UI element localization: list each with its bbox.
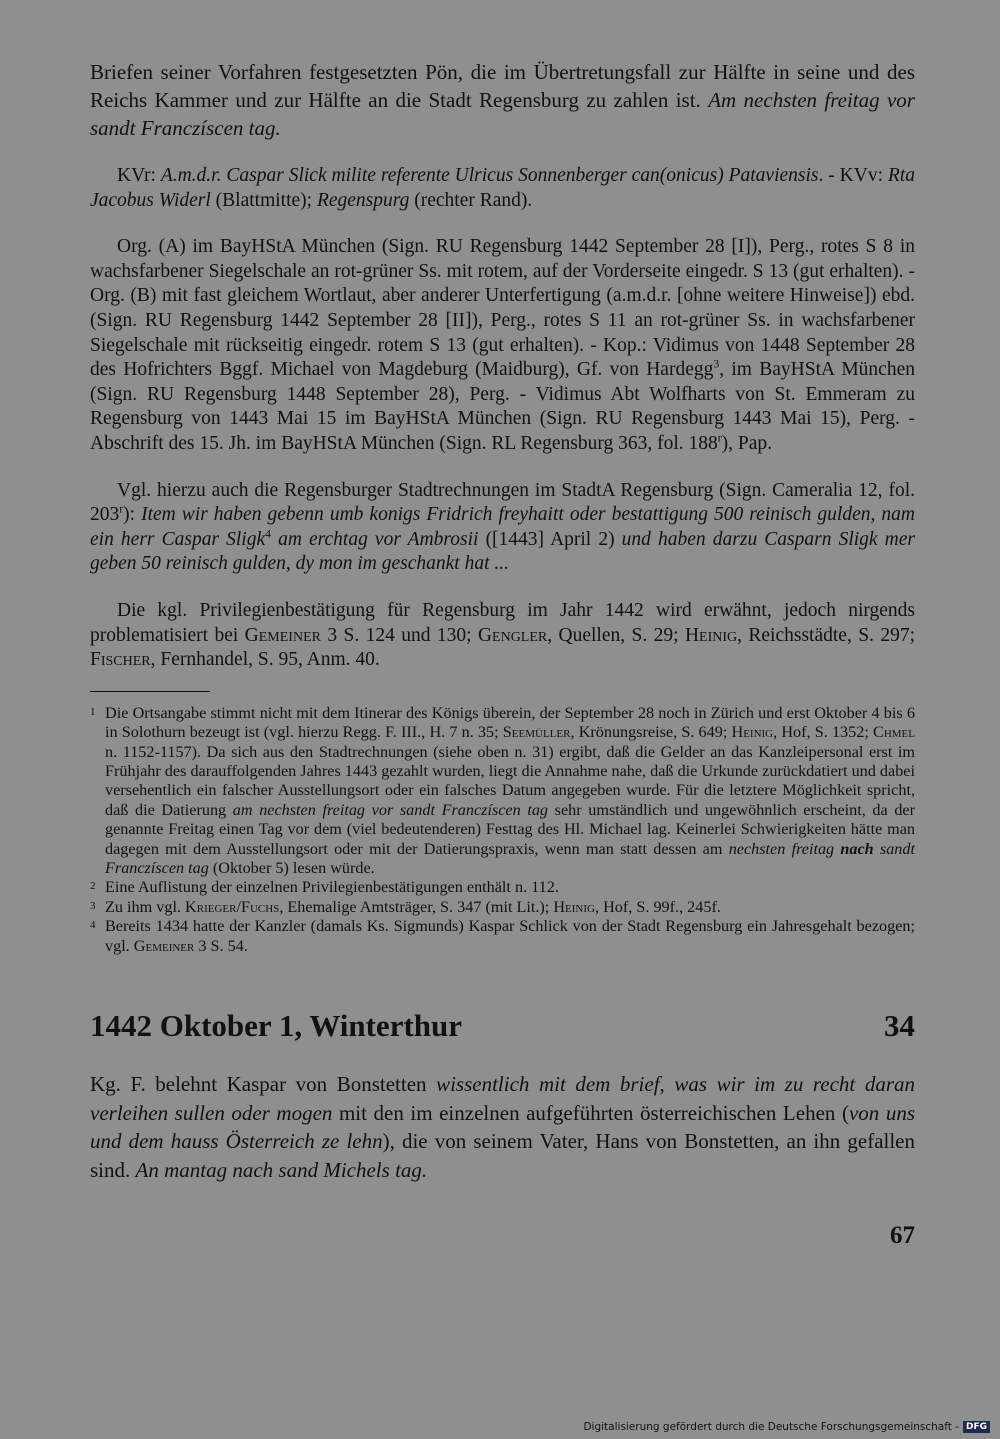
footnote-number: 1	[90, 705, 96, 718]
intro-text: Briefen seiner Vorfahren festgesetzten Pön, die im Übertretungsfall zur Hälfte in seine und des Reichs Kammer und zur Hälfte an die Stadt Regensburg zu zahlen ist.	[90, 60, 915, 112]
dfg-logo: DFG	[963, 1421, 990, 1433]
kvr-paragraph: KVr: A.m.d.r. Caspar Slick milite referente Ulricus Sonnenberger can(onicus) Pataviensis. - KVv: Rta Jacobus Widerl (Blattmitte); Regenspurg (rechter Rand).	[90, 165, 916, 211]
footnote-1: 1 Die Ortsangabe stimmt nicht mit dem Itinerar des Königs überein, der September 28 noch in Zürich und erst Oktober 4 bis 6 in Solothurn bezeugt ist (vgl. hierzu Regg. F. III., H. 7 n. 35; Seemüller, Krönungsreise, S. 649; Heinig, Hof, S. 1352; Chmel n. 1152-1157). Da sich aus den Stadtrechnungen (siehe oben n. 31) ergibt, daß die Gelder an das Kanzleipersonal erst im Frühjahr des darauffolgenden Jahres 1443 gezahlt wurden, liegt die Annahme nahe, daß die Urkunde zurückdatiert und dabei versehentlich ein falscher Ausstellungsort oder ein falsches Datum angegeben wurde. Für die letztere Möglichkeit spricht, daß die Datierung am nechsten freitag vor sandt Franczíscen tag sehr umständlich und ungewöhnlich erscheint, da der genannte Freitag einen Tag vor dem (viel bedeutenderen) Festtag des Hl. Michael lag. Keinerlei Schwierigkeiten hätte man dagegen mit dem Ausstellungsort oder mit der Datierungspraxis, wenn man statt dessen am nechsten freitag nach sandt Franczíscen tag (Oktober 5) lesen würde.	[90, 703, 915, 877]
intro-date-italic: Am nechsten freitag vor sandt Franczíscen tag.	[90, 88, 915, 140]
original-paragraph: Org. (A) im BayHStA München (Sign. RU Regensburg 1442 September 28 [I]), Perg., rotes S 8 in wachsfarbener Siegelschale an rot-grüner Ss. mit rotem, auf der Vorderseite eingedr. S 13 (gut erhalten). - Org. (B) mit fast gleichem Wortlaut, aber anderer Unterfertigung (a.m.d.r. [ohne weitere Hinweise]) ebd. (Sign. RU Regensburg 1442 September 28 [II]), Perg., rotes S 11 an rot-grüner Ss. in wachsfarbener Siegelschale mit rückseitig eingedr. rotem S 13 (gut erhalten). - Kop.: Vidimus von 1448 September 28 des Hofrichters Bggf. Michael von Magdeburg (Maidburg), Gf. von Hardegg$^3$, im BayHStA München (Sign. RU Regensburg 1448 September 28), Perg. - Vidimus Abt Wolfharts von St. Emmeram zu Regensburg von 1443 Mai 15 im BayHStA München (Sign. RU Regensburg 1443 Mai 15), Perg. - Abschrift des 15. Jh. im BayHStA München (Sign. RL Regensburg 363, fol. 188$^r$), Pap.	[90, 236, 915, 454]
digitization-footer	[583, 1421, 990, 1433]
page-number: 67	[890, 1222, 915, 1250]
entry-title: 1442 Oktober 1, Winterthur	[90, 1007, 463, 1043]
footer-text: Digitalisierung gefördert durch die Deutsche Forschungsgemeinschaft -	[583, 1421, 959, 1433]
vgl-paragraph: Vgl. hierzu auch die Regensburger Stadtrechnungen im StadtA Regensburg (Sign. Cameralia 12, fol. 203$^r$): Item wir haben gebenn umb konigs Fridrich freyhaitt oder bestattigung 500 reinisch gulden, nam ein herr Caspar Sligk$^4$ am erchtag vor Ambrosii ([1443] April 2) und haben darzu Casparn Sligk mer geben 50 reinisch gulden, dy mon im geschankt hat ...	[90, 479, 915, 575]
intro-paragraph	[90, 58, 915, 142]
regest-paragraph: Kg. F. belehnt Kaspar von Bonstetten wissentlich mit dem brief, was wir im zu recht daran verleihen sullen oder mogen mit den im einzelnen aufgeführten österreichischen Lehen (von uns und dem hauss Österreich ze lehn), die von seinem Vater, Hans von Bonstetten, an ihn gefallen sind. An mantag nach sand Michels tag.	[90, 1071, 916, 1182]
kgl-paragraph: Die kgl. Privilegienbestätigung für Regensburg im Jahr 1442 wird erwähnt, jedoch nirgends problematisiert bei Gemeiner 3 S. 124 und 130; Gengler, Quellen, S. 29; Heinig, Reichsstädte, S. 297; Fischer, Fernhandel, S. 95, Anm. 40.	[90, 599, 915, 671]
footnote-2: 2 Eine Auflistung der einzelnen Privilegienbestätigungen enthält n. 112.	[90, 878, 559, 897]
footnote-3: 3 Zu ihm vgl. Krieger/Fuchs, Ehemalige Amtsträger, S. 347 (mit Lit.); Heinig, Hof, S. 99f., 245f.	[90, 897, 721, 916]
entry-number: 34	[884, 1007, 915, 1043]
document-page	[90, 58, 915, 1250]
footnote-4: 4 Bereits 1434 hatte der Kanzler (damals Ks. Sigmunds) Kaspar Schlick von der Stadt Regensburg ein Jahresgehalt bezogen; vgl. Gemeiner 3 S. 54.	[90, 917, 915, 955]
footnotes	[90, 704, 915, 956]
entry-heading	[90, 1008, 915, 1044]
footnote-divider	[90, 691, 210, 692]
